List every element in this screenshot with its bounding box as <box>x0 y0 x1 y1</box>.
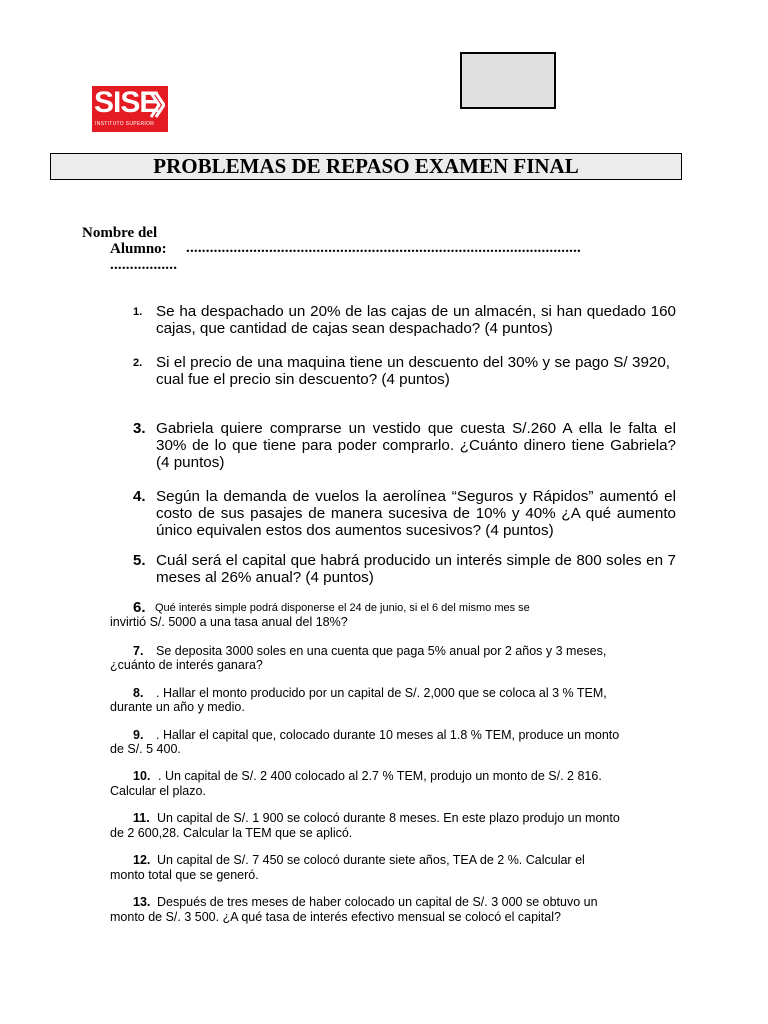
problem-11-number: 11. <box>133 811 150 825</box>
problem-1-number: 1. <box>133 306 143 318</box>
chevron-right-icon <box>149 90 165 120</box>
student-name-field[interactable]: .................................................................................................... <box>186 240 581 256</box>
logo-text: SISE <box>94 86 159 119</box>
sise-logo <box>92 86 168 132</box>
problem-3-text: Gabriela quiere comprarse un vestido que cuesta S/.260 A ella le falta el 30% de lo que tiene para poder comprarlo. ¿Cuánto dinero tiene Gabriela? (4 puntos) <box>156 420 676 471</box>
problem-9-line2: de S/. 5 400. <box>110 742 181 756</box>
problem-5-text: Cuál será el capital que habrá producido un interés simple de 800 soles en 7 meses al 26% anual? (4 puntos) <box>156 552 676 586</box>
problem-13-number: 13. <box>133 895 151 909</box>
problem-7-number: 7. <box>133 644 144 658</box>
problem-8-number: 8. <box>133 686 144 700</box>
problem-13-line1: Después de tres meses de haber colocado un capital de S/. 3 000 se obtuvo un <box>157 895 598 909</box>
problem-11-line1: Un capital de S/. 1 900 se colocó durante 8 meses. En este plazo produjo un monto <box>157 811 620 825</box>
title-box <box>50 153 682 180</box>
student-name-label-2: Alumno: <box>110 241 167 257</box>
problem-5-number: 5. <box>133 552 146 569</box>
problem-9-line1: . Hallar el capital que, colocado durante 10 meses al 1.8 % TEM, produce un monto <box>156 728 620 742</box>
problem-4-text: Según la demanda de vuelos la aerolínea “Seguros y Rápidos” aumentó el costo de sus pasajes de manera sucesiva de 10% y 40% ¿A qué aumento único equivalen estos dos aumentos sucesivos? (4 puntos) <box>156 488 676 539</box>
problem-10-number: 10. <box>133 769 151 783</box>
student-name-field-cont: ................. <box>110 257 178 273</box>
problem-9-number: 9. <box>133 728 144 742</box>
problem-13-line2: monto de S/. 3 500. ¿A qué tasa de interés efectivo mensual se colocó el capital? <box>110 910 561 924</box>
problem-6-line1: Qué interés simple podrá disponerse el 24 de junio, si el 6 del mismo mes se <box>155 602 530 614</box>
problem-8-line1: . Hallar el monto producido por un capital de S/. 2,000 que se coloca al 3 % TEM, <box>156 686 607 700</box>
grade-box <box>460 52 556 109</box>
problem-6-number: 6. <box>133 599 146 616</box>
problem-7-line1: Se deposita 3000 soles en una cuenta que paga 5% anual por 2 años y 3 meses, <box>156 644 607 658</box>
problem-12-line1: Un capital de S/. 7 450 se colocó durante siete años, TEA de 2 %. Calcular el <box>157 853 585 867</box>
problem-6-line2: invirtió S/. 5000 a una tasa anual del 18%? <box>110 615 348 629</box>
problem-3-number: 3. <box>133 420 146 437</box>
logo-subtext: INSTITUTO SUPERIOR <box>95 121 155 127</box>
problem-12-number: 12. <box>133 853 151 867</box>
problem-10-line1: . Un capital de S/. 2 400 colocado al 2.7 % TEM, produjo un monto de S/. 2 816. <box>158 769 602 783</box>
problem-8-line2: durante un año y medio. <box>110 700 245 714</box>
problem-12-line2: monto total que se generó. <box>110 868 259 882</box>
problem-7-line2: ¿cuánto de interés ganara? <box>110 658 263 672</box>
problem-2-number: 2. <box>133 357 143 369</box>
page-title: PROBLEMAS DE REPASO EXAMEN FINAL <box>153 154 579 178</box>
problem-11-line2: de 2 600,28. Calcular la TEM que se aplicó. <box>110 826 353 840</box>
problem-2-text: Si el precio de una maquina tiene un descuento del 30% y se pago S/ 3920, cual fue el precio sin descuento? (4 puntos) <box>156 354 670 388</box>
problem-1-text: Se ha despachado un 20% de las cajas de un almacén, si han quedado 160 cajas, que cantidad de cajas sean despachado? (4 puntos) <box>156 303 676 337</box>
student-name-label-1: Nombre del <box>82 225 158 241</box>
problem-10-line2: Calcular el plazo. <box>110 784 206 798</box>
problem-4-number: 4. <box>133 488 146 505</box>
